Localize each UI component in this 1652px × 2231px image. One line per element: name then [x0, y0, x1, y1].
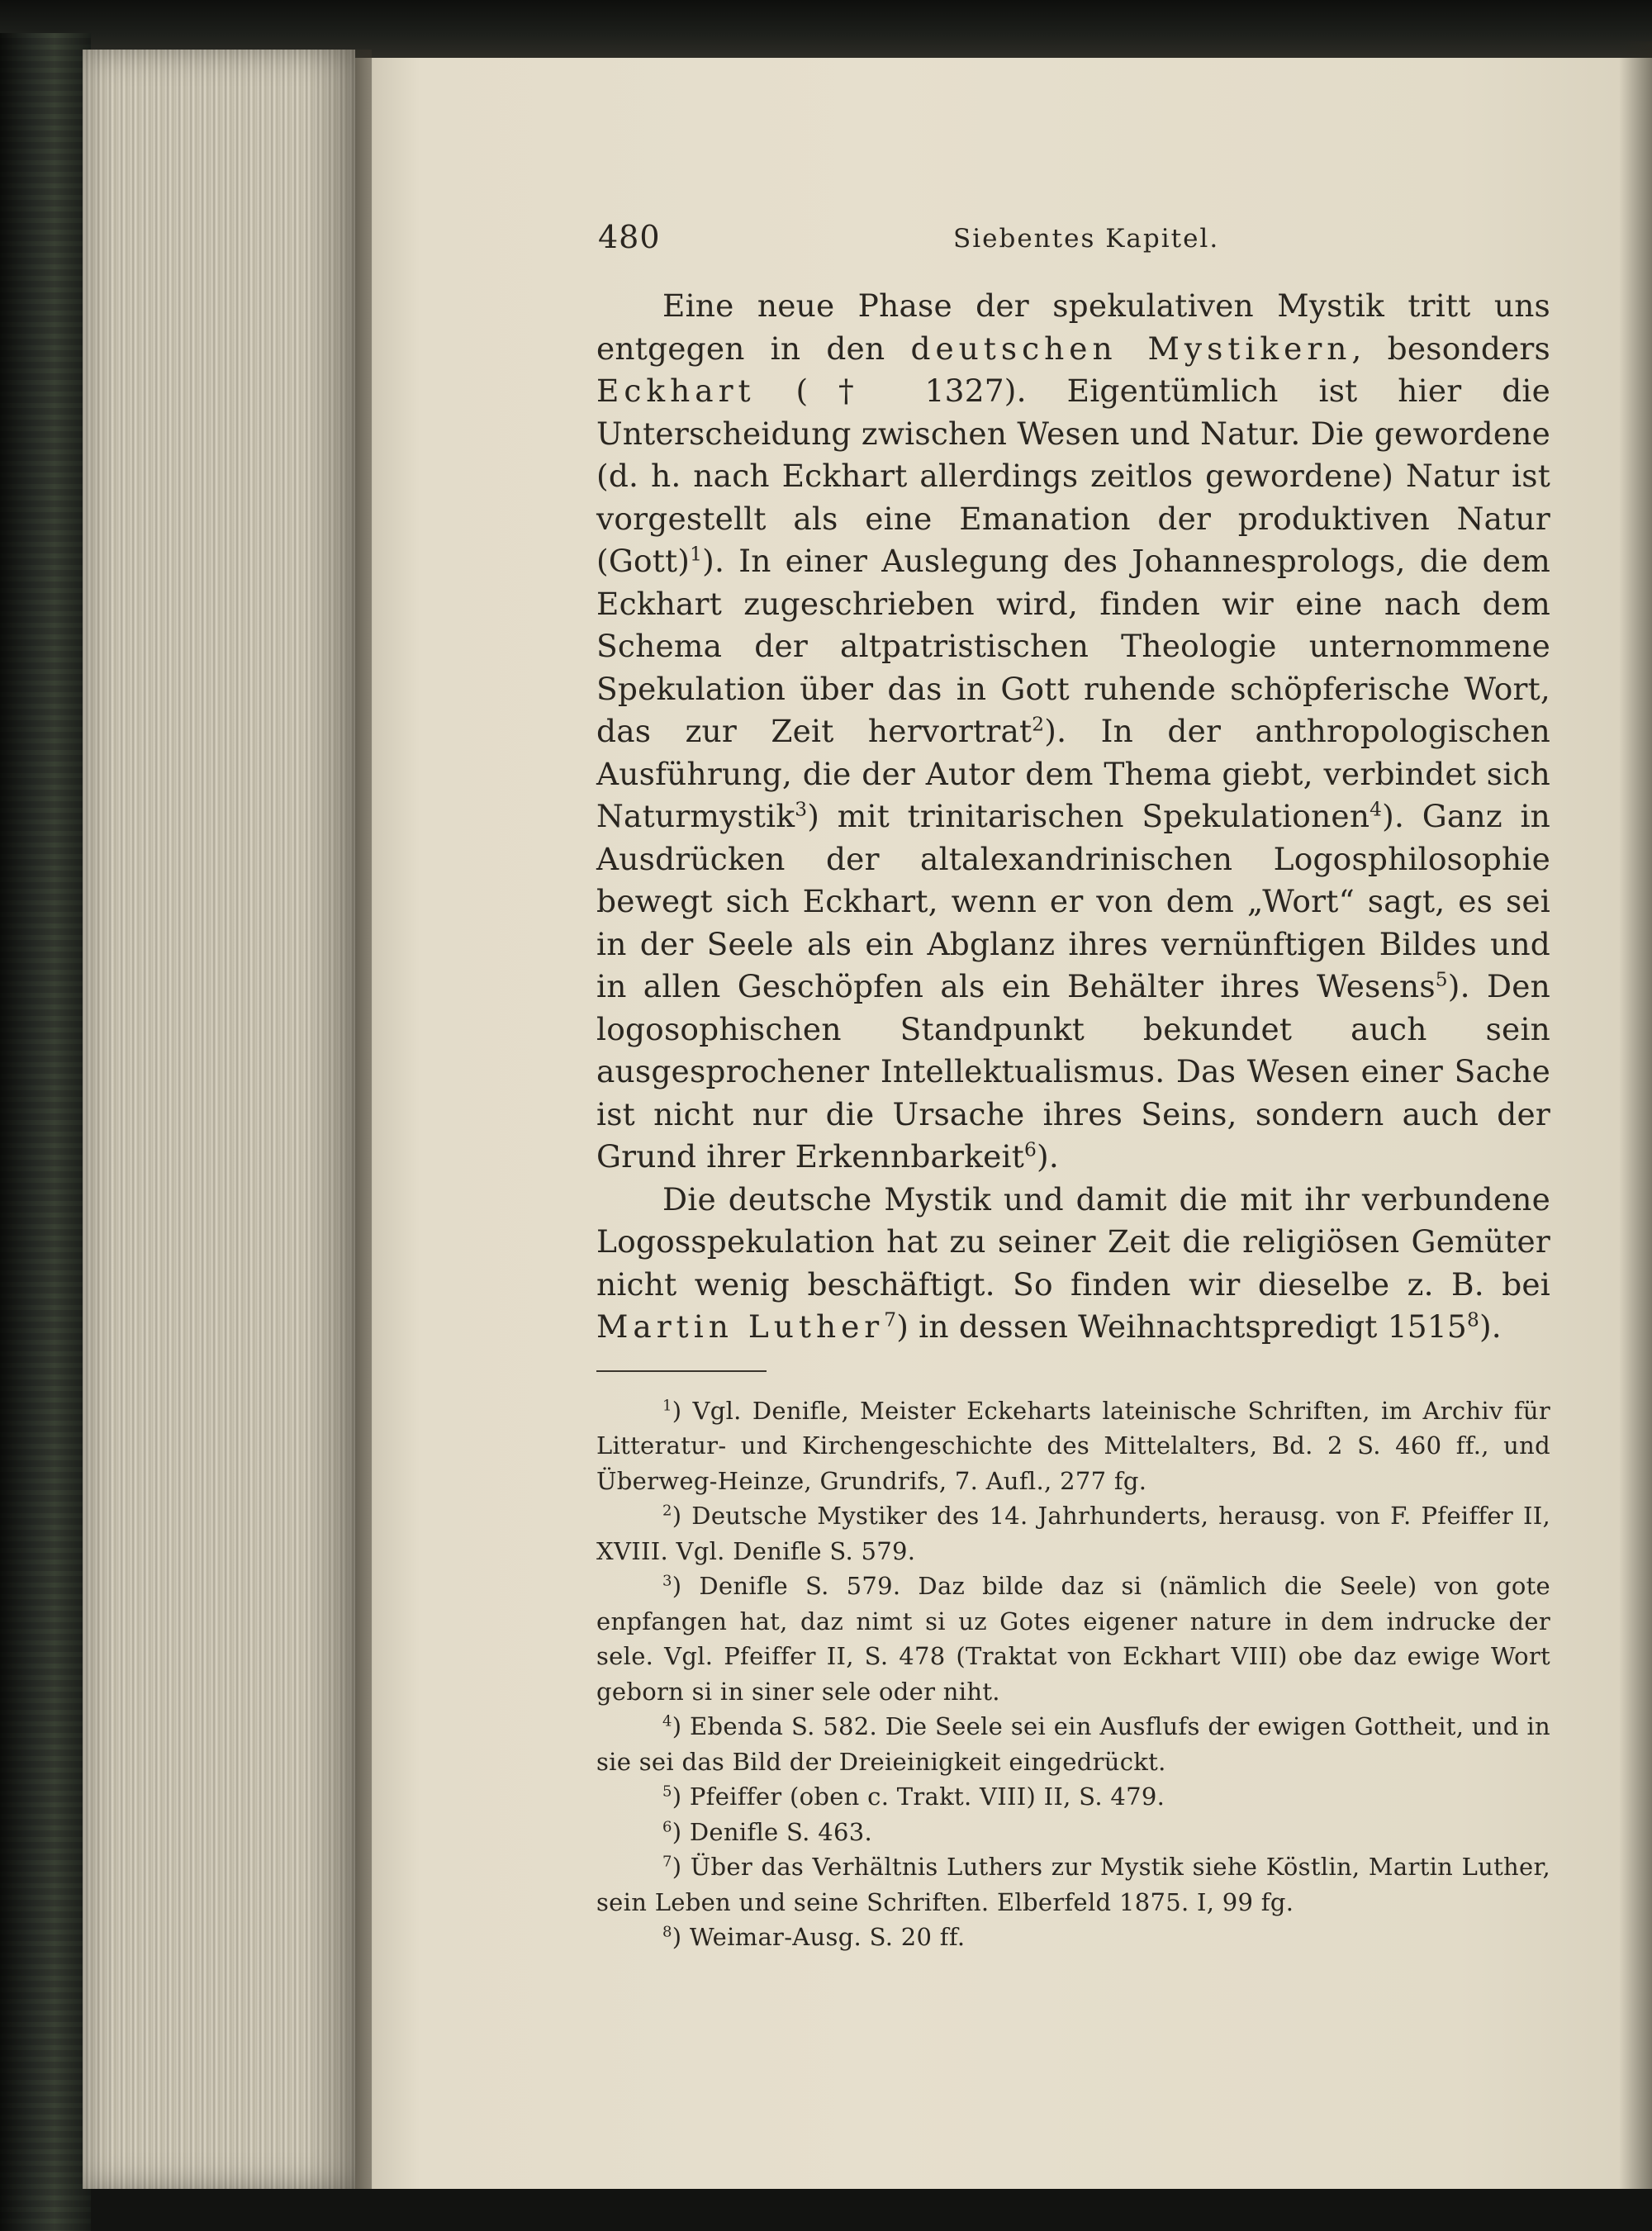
- footnote-ref: 7: [884, 1308, 897, 1331]
- footnote: $^5$) Pfeiffer (oben c. Trakt. VIII) II, S. 479.: [662, 1782, 1165, 1811]
- footnote: $^2$) Deutsche Mystiker des 14. Jahrhunderts, herausg. von F. Pfeiffer II, XVIII. Vgl. Denifle S. 579.: [596, 1502, 1550, 1565]
- footnote: $^4$) Ebenda S. 582. Die Seele sei ein Ausflufs der ewigen Gottheit, und in sie sei das Bild der Dreieinigkeit eingedrückt.: [596, 1712, 1550, 1776]
- footnote-ref: 1: [690, 543, 703, 566]
- body-text: [596, 285, 1550, 1349]
- footnote-ref: 2: [1032, 713, 1045, 736]
- footnote-ref: 5: [1435, 968, 1448, 991]
- book-binding: [0, 33, 91, 2231]
- footnote-rule: [596, 1370, 767, 1372]
- running-head: Siebentes Kapitel.: [953, 224, 1220, 254]
- footnote: $^3$) Denifle S. 579. Daz bilde daz si (nämlich die Seele) von gote enpfangen hat, daz nimt si uz Gotes eigener nature in dem indrucke der sele. Vgl. Pfeiffer II, S. 478 (Traktat von Eckhart VIII) obe daz ewige Wort geborn si in siner sele oder niht.: [596, 1572, 1550, 1706]
- footnote-ref: 8: [1466, 1308, 1479, 1331]
- gutter-shadow: [306, 50, 372, 2189]
- page-header: [596, 219, 1550, 268]
- page-number: 480: [598, 219, 661, 255]
- spaced-term: deutschen Mystikern: [910, 330, 1352, 367]
- footnote: $^1$) Vgl. Denifle, Meister Eckeharts lateinische Schriften, im Archiv für Litteratur- und Kirchengeschichte des Mittelalters, Bd. 2 S. 460 ff., und Überweg-Heinze, Grundrifs, 7. Aufl., 277 fg.: [596, 1396, 1550, 1495]
- page-content: [596, 219, 1550, 1955]
- spaced-term: Martin Luther: [596, 1308, 885, 1345]
- footnote: $^8$) Weimar-Ausg. S. 20 ff.: [662, 1923, 966, 1951]
- paragraph: Die deutsche Mystik und damit die mit ihr verbundene Logosspekulation hat zu seiner Zeit die religiösen Gemüter nicht wenig beschäftigt. So finden wir dieselbe z. B. bei Martin Luther$^7$) in dessen Weihnachtspredigt 1515$^8$).: [596, 1180, 1550, 1345]
- footnote-ref: 3: [795, 798, 808, 821]
- footnote: $^6$) Denifle S. 463.: [662, 1817, 872, 1846]
- right-page-edge: [1619, 41, 1652, 2189]
- spaced-term: Eckhart: [596, 373, 756, 409]
- footnotes: [596, 1393, 1550, 1955]
- footnote: $^7$) Über das Verhältnis Luthers zur Mystik siehe Köstlin, Martin Luther, sein Leben und seine Schriften. Elberfeld 1875. I, 99 fg.: [596, 1853, 1550, 1916]
- footnote-ref: 4: [1370, 798, 1383, 821]
- footnote-ref: 6: [1024, 1138, 1037, 1161]
- paragraph: Eine neue Phase der spekulativen Mystik tritt uns entgegen in den deutschen Mystikern, besonders Eckhart († 1327). Eigentümlich ist hier die Unterscheidung zwischen Wesen und Natur. Die gewordene (d. h. nach Eckhart allerdings zeitlos gewordene) Natur ist vorgestellt als eine Emanation der produktiven Natur (Gott)$^1$). In einer Auslegung des Johannesprologs, die dem Eckhart zugeschrieben wird, finden wir eine nach dem Schema der altpatristischen Theologie unternommene Spekulation über das in Gott ruhende schöpferische Wort, das zur Zeit hervortrat$^2$). In der anthropologischen Ausführung, die der Autor dem Thema giebt, verbindet sich Naturmystik$^3$) mit trinitarischen Spekulationen$^4$). Ganz in Ausdrücken der altalexandrinischen Logosphilosophie bewegt sich Eckhart, wenn er von dem „Wort“ sagt, es sei in der Seele als ein Abglanz ihres vernünftigen Bildes und in allen Geschöpfen als ein Behälter ihres Wesens$^5$). Den logosophischen Standpunkt bekundet auch sein ausgesprochener Intellektualismus. Das Wesen einer Sache ist nicht nur die Ursache ihres Seins, sondern auch der Grund ihrer Erkennbarkeit$^6$).: [596, 287, 1550, 1175]
